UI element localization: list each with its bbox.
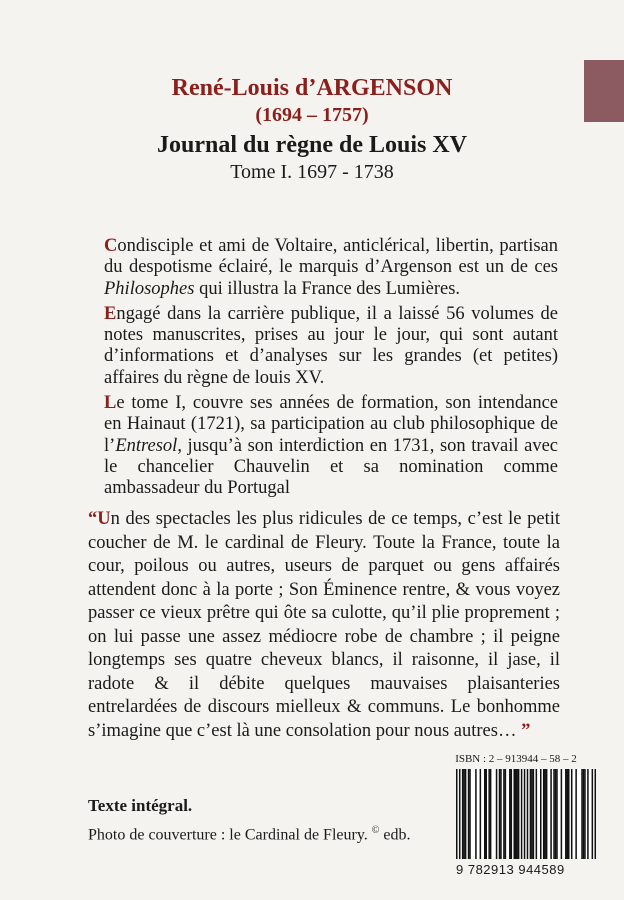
credit-text: Photo de couverture : le Cardinal de Fleury.: [88, 826, 368, 844]
barcode-bar: [555, 769, 557, 859]
barcode-bar: [584, 769, 586, 859]
barcode-bar: [469, 769, 471, 859]
italic-term: Entresol: [115, 435, 178, 456]
barcode-graphic: [456, 769, 596, 859]
barcode-bar: [553, 769, 555, 859]
author-dates: (1694 – 1757): [255, 104, 369, 126]
barcode-bar: [509, 769, 511, 859]
barcode-bar: [465, 769, 467, 859]
summary-text: [104, 236, 558, 504]
barcode-bar: [496, 769, 498, 859]
barcode-bar: [546, 769, 548, 859]
barcode-bar: [550, 769, 552, 859]
summary-paragraph-2: [104, 304, 558, 389]
barcode-bar: [575, 769, 577, 859]
barcode-bar: [480, 769, 482, 859]
barcode-bar: [587, 769, 589, 859]
tome-label: Tome I. 1697 - 1738: [230, 161, 394, 183]
barcode-bar: [516, 769, 518, 859]
paragraph-text: ngagé dans la carrière publique, il a laissé 56 volumes de notes manuscrites, prises au jour le jour, qui sont autant d’informations et d’analyses sur les grandes (et petites) affaires du règne de louis XV.: [104, 303, 558, 388]
drop-cap: E: [104, 303, 117, 324]
paragraph-text: , jusqu’à son interdiction en 1731, son travail avec le chancelier Chauvelin et sa nomination comme ambassadeur du Portugal: [104, 435, 558, 499]
barcode-bar: [531, 769, 533, 859]
barcode-bar: [490, 769, 492, 859]
barcode-bar: [456, 769, 458, 859]
publisher-name: edb.: [383, 826, 411, 844]
summary-paragraph-3: [104, 393, 558, 499]
barcode-bar: [527, 769, 529, 859]
barcode-bar: [513, 769, 515, 859]
author-name: René-Louis d’ARGENSON: [171, 75, 453, 101]
barcode: [456, 769, 596, 859]
barcode-bar: [565, 769, 567, 859]
barcode-bar: [561, 769, 563, 859]
barcode-bar: [595, 769, 596, 859]
barcode-bar: [524, 769, 526, 859]
paragraph-text: e tome I, couvre ses années de formation, son intendance en Hainaut (1721), sa participation au club philosophique de l’: [104, 393, 558, 456]
drop-cap: U: [97, 509, 111, 529]
barcode-bar: [488, 769, 490, 859]
barcode-bar: [556, 769, 558, 859]
quote-block: [88, 508, 560, 743]
barcode-bar: [505, 769, 507, 859]
header: [0, 74, 624, 184]
drop-cap: C: [104, 236, 118, 256]
italic-term: Philosophes: [104, 278, 195, 299]
barcode-bar: [567, 769, 569, 859]
book-title: Journal du règne de Louis XV: [156, 132, 468, 158]
ean-number: 9 782913 944589: [456, 862, 565, 877]
copyright-symbol: ©: [371, 825, 380, 836]
barcode-bar: [515, 769, 517, 859]
paragraph-text: ondisciple et ami de Voltaire, anticlérical, libertin, partisan du despotisme éclairé, le marquis d’Argenson est un de ces: [104, 236, 558, 278]
barcode-bar: [499, 769, 501, 859]
barcode-bar: [521, 769, 523, 859]
paragraph-text: qui illustra la France des Lumières.: [194, 278, 461, 299]
barcode-bar: [468, 769, 470, 859]
quote-text: n des spectacles les plus ridicules de ce temps, c’est le petit coucher de M. le cardinal de Fleury. Toute la France, toute la cour, poilous ou autres, useurs de parquet ou gens affairés attendent donc à la porte ; Son Éminence rentre, & vous voyez passer ce vieux prêtre qui ôte sa culotte, qu’il plie proprement ; on lui passe une assez médiocre robe de chambre ; il peigne longtemps ses quatre cheveux blancs, il raisonne, il jase, il radote & il débite quelques mauvaises plaisanteries entrelardées de discours mielleux & communs. Le bonhomme s’imagine que c’est là une consolation pour nous autres…: [88, 509, 560, 741]
isbn-label: ISBN : 2 – 913944 – 58 – 2: [455, 753, 577, 765]
barcode-bar: [475, 769, 477, 859]
barcode-bar: [533, 769, 535, 859]
barcode-bar: [485, 769, 487, 859]
barcode-bar: [592, 769, 594, 859]
close-quote-mark: ”: [521, 720, 531, 741]
barcode-bar: [571, 769, 573, 859]
barcode-bar: [463, 769, 465, 859]
barcode-bar: [530, 769, 532, 859]
barcode-bar: [568, 769, 570, 859]
barcode-bar: [581, 769, 583, 859]
barcode-bar: [540, 769, 542, 859]
barcode-bar: [459, 769, 461, 859]
summary-paragraph-1: [104, 236, 558, 300]
barcode-bar: [500, 769, 502, 859]
open-quote-mark: “: [88, 509, 98, 529]
full-text-label: Texte intégral.: [88, 796, 193, 815]
barcode-bar: [543, 769, 545, 859]
barcode-bar: [544, 769, 546, 859]
barcode-bar: [484, 769, 486, 859]
barcode-bar: [583, 769, 585, 859]
barcode-bar: [503, 769, 505, 859]
barcode-bar: [511, 769, 513, 859]
barcode-bar: [536, 769, 538, 859]
drop-cap: L: [104, 393, 117, 414]
barcode-bar: [518, 769, 520, 859]
barcode-bar: [462, 769, 464, 859]
cover-credit: [88, 825, 411, 844]
